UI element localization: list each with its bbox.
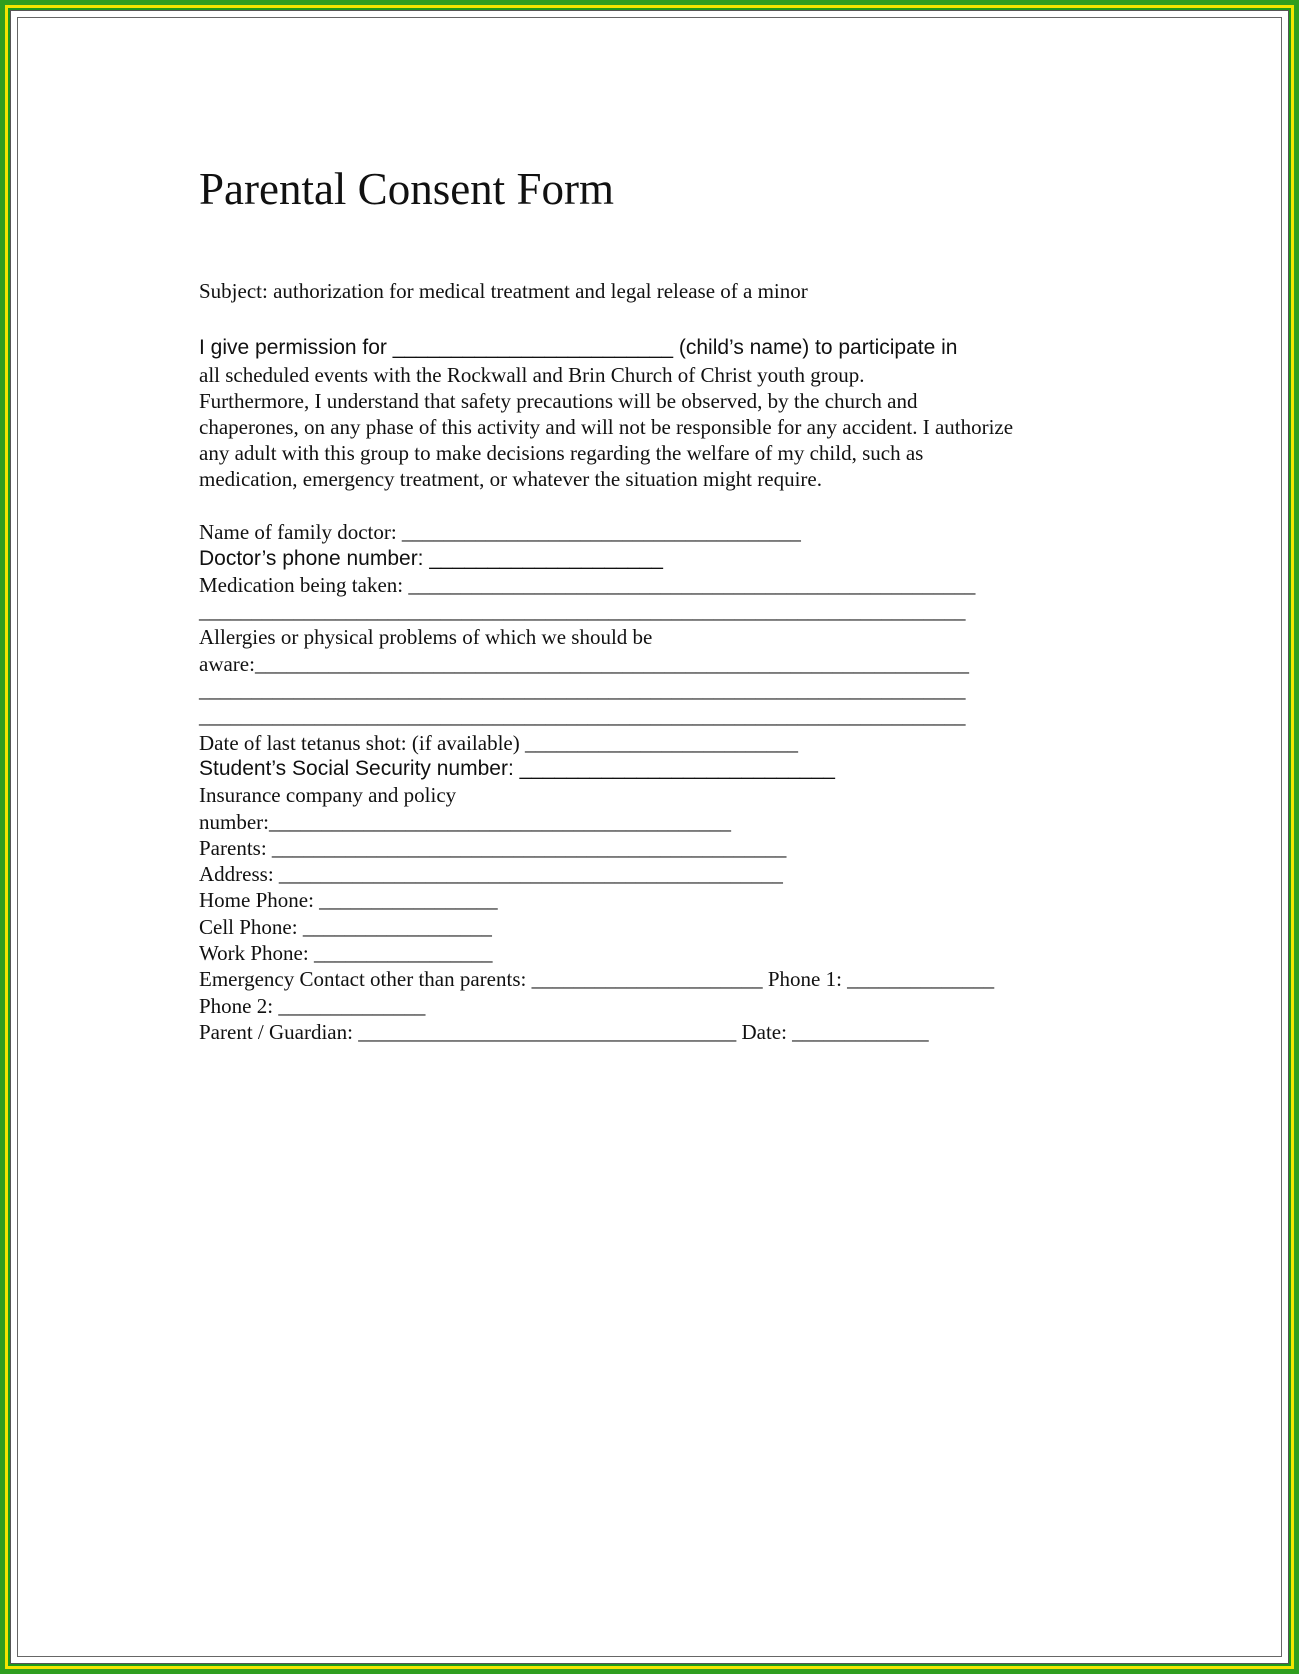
- address-field: Address: ________________________________________________: [199, 862, 783, 886]
- paragraph-line: medication, emergency treatment, or whatever the situation might require.: [199, 467, 822, 491]
- home-phone-field: Home Phone: _________________: [199, 888, 498, 912]
- family-doctor-field: Name of family doctor: ______________________________________: [199, 520, 801, 544]
- parents-field: Parents: _________________________________________________: [199, 836, 787, 860]
- cell-phone-field: Cell Phone: __________________: [199, 915, 492, 939]
- allergies-field-extra-line: _________________________________________________________________________: [199, 678, 966, 702]
- paragraph-line: any adult with this group to make decisions regarding the welfare of my child, such as: [199, 441, 924, 465]
- permission-line: I give permission for ________________________ (child’s name) to participate in: [199, 336, 958, 359]
- medication-field: Medication being taken: ______________________________________________________: [199, 573, 976, 597]
- work-phone-field: Work Phone: _________________: [199, 941, 493, 965]
- paragraph-line: chaperones, on any phase of this activity and will not be responsible for any accident. I authorize: [199, 415, 1014, 439]
- insurance-field: number:____________________________________________: [199, 810, 731, 834]
- allergies-field: aware:____________________________________________________________________: [199, 652, 969, 676]
- allergies-field-extra-line: _________________________________________________________________________: [199, 704, 966, 728]
- doctor-phone-field: Doctor’s phone number: ____________________: [199, 547, 663, 570]
- medication-field-extra-line: _________________________________________________________________________: [199, 599, 966, 623]
- page-title: Parental Consent Form: [199, 164, 614, 214]
- social-security-field: Student’s Social Security number: ___________________________: [199, 757, 835, 780]
- allergies-label: Allergies or physical problems of which we should be: [199, 625, 653, 649]
- tetanus-shot-field: Date of last tetanus shot: (if available) __________________________: [199, 731, 798, 755]
- subject-line: Subject: authorization for medical treatment and legal release of a minor: [199, 279, 808, 303]
- insurance-label: Insurance company and policy: [199, 783, 457, 807]
- guardian-signature-field: Parent / Guardian: ____________________________________ Date: _____________: [199, 1020, 929, 1044]
- paragraph-line: Furthermore, I understand that safety precautions will be observed, by the church and: [199, 389, 918, 413]
- emergency-contact-field: Emergency Contact other than parents: ______________________ Phone 1: ______________: [199, 967, 995, 991]
- phone-2-field: Phone 2: ______________: [199, 994, 426, 1018]
- paragraph-line: all scheduled events with the Rockwall and Brin Church of Christ youth group.: [199, 363, 865, 387]
